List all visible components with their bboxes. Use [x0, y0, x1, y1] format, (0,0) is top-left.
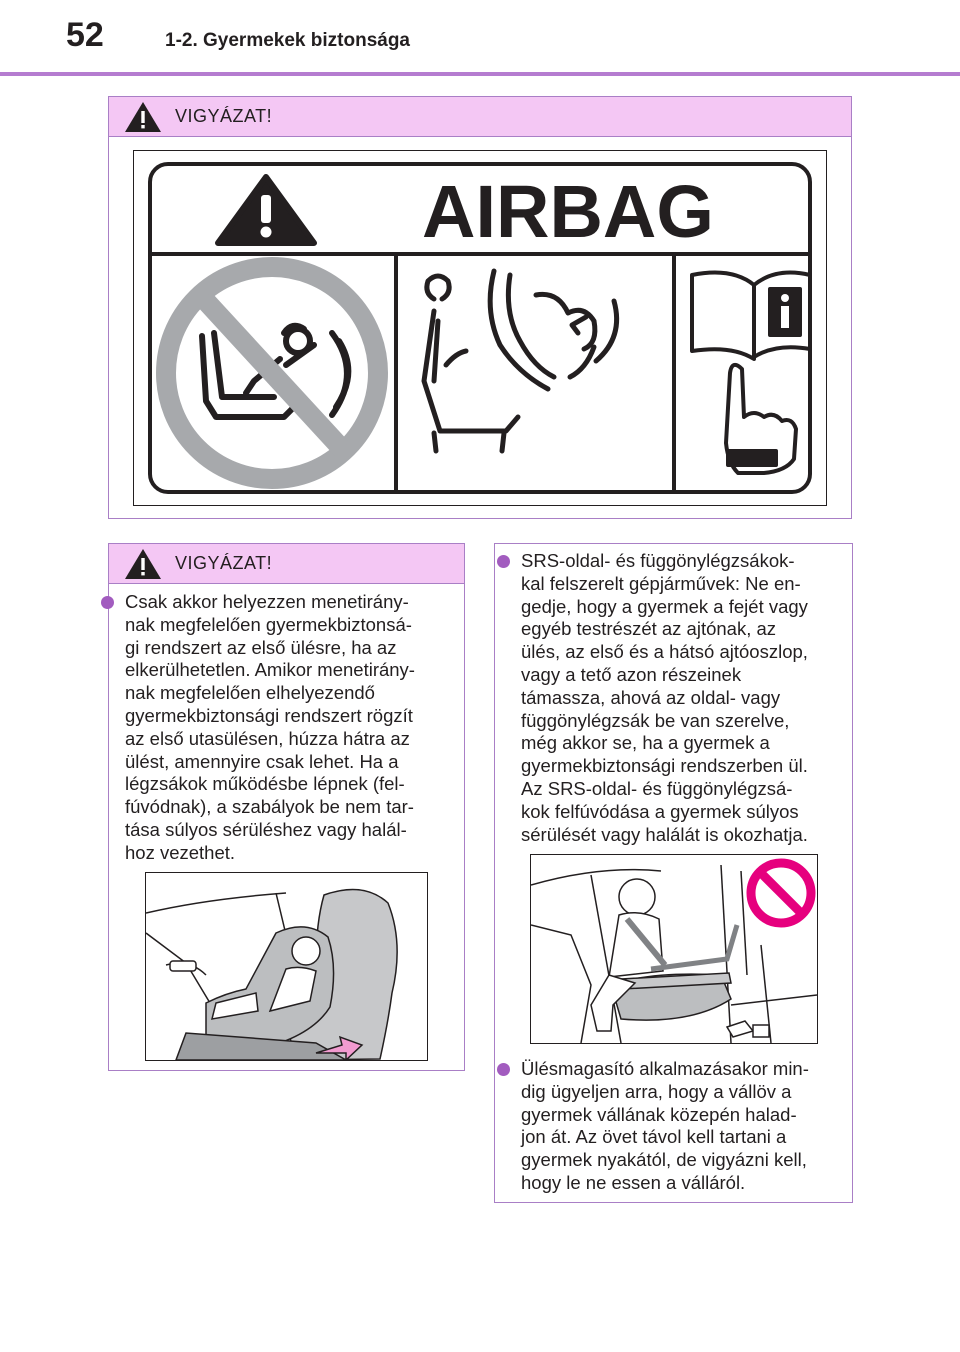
text-line: hogy le ne essen a válláról. [521, 1171, 746, 1193]
warning-label: VIGYÁZAT! [175, 553, 273, 573]
page-number: 52 [66, 16, 104, 54]
warning-box-airbag-label [108, 96, 852, 519]
airbag-label-graphic [134, 151, 826, 505]
booster-seat-illustration [530, 854, 818, 1044]
text-line: légzsákok működésbe lépnek (fel- [125, 773, 405, 795]
text-line: ülés, az első és a hátsó ajtóoszlop, [521, 641, 808, 663]
text-line: sérülését vagy halálát is okozhatja. [521, 823, 808, 845]
list-item [495, 550, 853, 846]
front-seat-warning-text [99, 591, 459, 865]
list-item [495, 1058, 853, 1195]
airbag-warning-label-illustration [133, 150, 827, 506]
text-line: kok felfúvódása a gyermek súlyos [521, 800, 799, 822]
prohibition-icon [751, 863, 811, 923]
list-item [99, 591, 459, 865]
warning-triangle-icon [123, 547, 163, 581]
text-line: vagy a tető azon részeinek [521, 663, 742, 685]
text-line: Ülésmagasító alkalmazásakor min- [521, 1058, 809, 1079]
text-line: egyéb testrészét az ajtónak, az [521, 618, 777, 640]
header-rule [0, 72, 960, 76]
text-line: gyermek nyakától, de vigyázni kell, [521, 1149, 807, 1171]
text-line: nak megfelelően elhelyezendő [125, 682, 375, 704]
text-line: ülést, amennyire csak lehet. Ha a [125, 750, 399, 772]
child-seat-moved-back-illustration [145, 872, 428, 1061]
section-title: 1-2. Gyermekek biztonsága [165, 30, 410, 51]
bullet-icon [497, 1063, 510, 1076]
text-line: gyermekbiztonsági rendszerben ül. [521, 755, 808, 777]
side-airbag-info-box [494, 543, 853, 1203]
text-line: jon át. Az övet távol kell tartani a [521, 1126, 787, 1148]
no-rear-facing-child-seat-icon [166, 267, 378, 479]
text-line: támassza, ahová az oldal- vagy [521, 686, 781, 708]
text-line: kal felszerelt gépjárművek: Ne en- [521, 572, 801, 594]
text-line: SRS-oldal- és függönylégzsákok- [521, 550, 795, 571]
text-line: fúvódnak), a szabályok be nem tar- [125, 796, 414, 818]
text-line: gyermekbiztonsági rendszert rögzít [125, 704, 413, 726]
booster-seat-text [495, 1058, 853, 1195]
text-line: nak megfelelően gyermekbiztonsá- [125, 613, 412, 635]
warning-triangle-icon [123, 100, 163, 134]
text-line: még akkor se, ha a gyermek a [521, 732, 770, 754]
text-line: dig ügyeljen arra, hogy a vállöv a [521, 1080, 792, 1102]
airbag-title: AIRBAG [422, 170, 714, 253]
text-line: gi rendszert az első ülésre, ha az [125, 636, 397, 658]
text-line: az első utasülésen, húzza hátra az [125, 727, 410, 749]
warning-header [109, 544, 464, 584]
warning-header [109, 97, 851, 137]
text-line: gedje, hogy a gyermek a fejét vagy [521, 595, 808, 617]
bullet-icon [497, 555, 510, 568]
bullet-icon [101, 596, 114, 609]
text-line: Az SRS-oldal- és függönylégzsá- [521, 777, 793, 799]
owners-manual-icon [692, 273, 810, 359]
text-line: Csak akkor helyezzen menetirány- [125, 591, 409, 612]
warning-label: VIGYÁZAT! [175, 106, 273, 126]
text-line: tása súlyos sérüléshez vagy halál- [125, 818, 407, 840]
side-airbag-text [495, 550, 853, 846]
text-line: gyermek vállának közepén halad- [521, 1103, 797, 1125]
text-line: függönylégzsák be van szerelve, [521, 709, 790, 731]
text-line: elkerülhetetlen. Amikor menetirány- [125, 659, 415, 681]
warning-box-front-seat [108, 543, 465, 1071]
text-line: hoz vezethet. [125, 841, 236, 863]
